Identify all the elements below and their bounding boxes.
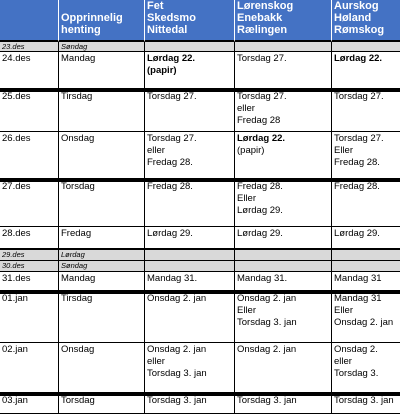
header-line: Skedsmo <box>147 12 196 24</box>
date-cell <box>0 394 58 414</box>
lorenskog-enebakk-ralingen-cell <box>234 343 331 394</box>
table-row <box>0 261 400 272</box>
aurskog-holand-romskog-cell <box>331 52 400 90</box>
lorenskog-enebakk-ralingen-cell <box>234 180 331 227</box>
header-original <box>58 0 144 42</box>
date-text: 29.des <box>2 250 25 259</box>
fet-skedsmo-nittedal-cell <box>144 90 234 132</box>
aurskog-holand-romskog-cell <box>331 250 400 261</box>
table-row <box>0 343 400 396</box>
date-cell <box>0 292 58 343</box>
header-line: Aurskog <box>334 0 379 12</box>
original-day-cell <box>58 394 144 414</box>
original-day-cell <box>58 272 144 292</box>
date-cell <box>0 227 58 250</box>
table-row <box>0 292 400 343</box>
pickup-text: Mandag 31. <box>147 273 198 284</box>
lorenskog-enebakk-ralingen-cell <box>234 272 331 292</box>
day-text: Onsdag <box>61 133 95 144</box>
original-day-cell <box>58 250 144 261</box>
pickup-text: (papir) <box>147 65 177 76</box>
lorenskog-enebakk-ralingen-cell <box>234 292 331 343</box>
date-text: 23.des <box>2 42 25 51</box>
aurskog-holand-romskog-cell <box>331 227 400 250</box>
pickup-text: Fredag 28. <box>147 181 193 192</box>
pickup-text: Torsdag 27. <box>237 91 287 102</box>
fet-skedsmo-nittedal-cell <box>144 42 234 52</box>
pickup-text: Torsdag 3. jan <box>147 368 207 379</box>
aurskog-holand-romskog-cell <box>331 343 400 394</box>
fet-skedsmo-nittedal-cell <box>144 292 234 343</box>
table-row <box>0 180 400 227</box>
original-day-cell <box>58 180 144 227</box>
pickup-text: Torsdag 27. <box>237 53 287 64</box>
original-day-cell <box>58 261 144 272</box>
lorenskog-enebakk-ralingen-cell <box>234 227 331 250</box>
pickup-text: Lørdag 29. <box>147 228 193 239</box>
date-text: 02.jan <box>2 344 28 355</box>
lorenskog-enebakk-ralingen-cell <box>234 52 331 90</box>
date-cell <box>0 261 58 272</box>
day-text: Torsdag <box>61 181 95 192</box>
pickup-text: Torsdag 3. jan <box>147 395 207 406</box>
original-day-cell <box>58 292 144 343</box>
lorenskog-enebakk-ralingen-cell <box>234 250 331 261</box>
date-text: 31.des <box>2 273 31 284</box>
day-text: Tirsdag <box>61 293 93 304</box>
date-text: 01.jan <box>2 293 28 304</box>
original-day-cell <box>58 343 144 394</box>
lorenskog-enebakk-ralingen-cell <box>234 261 331 272</box>
pickup-text: (papir) <box>237 145 265 156</box>
pickup-text: Torsdag 27. <box>334 91 384 102</box>
original-day-cell <box>58 42 144 52</box>
table-row <box>0 42 400 52</box>
pickup-text: Torsdag 27. <box>334 133 384 144</box>
pickup-text: Torsdag 27. <box>147 133 197 144</box>
day-text: Søndag <box>61 42 88 51</box>
pickup-text: Onsdag 2. <box>334 344 378 355</box>
original-day-cell <box>58 227 144 250</box>
pickup-text: Torsdag 3. <box>334 368 379 379</box>
day-text: Tirsdag <box>61 91 93 102</box>
pickup-text: Onsdag 2. jan <box>334 317 394 328</box>
date-cell <box>0 52 58 90</box>
header-date <box>0 0 58 42</box>
pickup-text: Eller <box>237 305 257 316</box>
pickup-text: Lørdag 22. <box>147 53 196 64</box>
header-line: Høland <box>334 12 372 24</box>
day-text: Mandag <box>61 273 96 284</box>
date-cell <box>0 42 58 52</box>
pickup-text: Onsdag 2. jan <box>147 344 207 355</box>
pickup-text: Eller <box>334 145 354 156</box>
date-cell <box>0 180 58 227</box>
pickup-text: Onsdag 2. jan <box>147 293 207 304</box>
fet-skedsmo-nittedal-cell <box>144 132 234 180</box>
date-text: 03.jan <box>2 395 28 406</box>
header-row <box>0 0 400 42</box>
header-fet-skedsmo-nittedal <box>144 0 234 42</box>
pickup-text: Onsdag 2. jan <box>237 293 297 304</box>
date-cell <box>0 343 58 394</box>
pickup-text: Mandag 31 <box>334 273 382 284</box>
table-row <box>0 52 400 92</box>
date-cell <box>0 250 58 261</box>
pickup-text: Fredag 28. <box>237 181 283 192</box>
table-row <box>0 272 400 294</box>
header-line: Rælingen <box>237 24 288 36</box>
pickup-text: Mandag 31 <box>334 293 382 304</box>
pickup-text: Fredag 28. <box>334 181 380 192</box>
pickup-text: Onsdag 2. jan <box>237 344 297 355</box>
pickup-text: Eller <box>237 193 257 204</box>
pickup-text: Lørdag 22. <box>237 133 286 144</box>
pickup-text: Eller <box>334 305 354 316</box>
fet-skedsmo-nittedal-cell <box>144 180 234 227</box>
table-row <box>0 90 400 132</box>
table-row <box>0 394 400 414</box>
pickup-text: Fredag 28. <box>334 157 380 168</box>
day-text: Lørdag <box>61 250 85 259</box>
date-cell <box>0 132 58 180</box>
header-original-line: Opprinnelig <box>61 12 123 24</box>
date-text: 24.des <box>2 53 31 64</box>
pickup-text: eller <box>147 356 165 367</box>
aurskog-holand-romskog-cell <box>331 90 400 132</box>
date-cell <box>0 90 58 132</box>
original-day-cell <box>58 52 144 90</box>
pickup-text: Fredag 28. <box>147 157 193 168</box>
header-aurskog-holand-romskog <box>331 0 400 42</box>
table-row <box>0 132 400 182</box>
date-text: 25.des <box>2 91 31 102</box>
fet-skedsmo-nittedal-cell <box>144 394 234 414</box>
header-line: Fet <box>147 0 164 12</box>
pickup-text: Fredag 28 <box>237 115 281 126</box>
aurskog-holand-romskog-cell <box>331 42 400 52</box>
aurskog-holand-romskog-cell <box>331 394 400 414</box>
day-text: Onsdag <box>61 344 95 355</box>
day-text: Mandag <box>61 53 96 64</box>
pickup-text: Torsdag 27. <box>147 91 197 102</box>
aurskog-holand-romskog-cell <box>331 272 400 292</box>
header-original-line: henting <box>61 24 101 36</box>
aurskog-holand-romskog-cell <box>331 261 400 272</box>
fet-skedsmo-nittedal-cell <box>144 52 234 90</box>
header-line: Nittedal <box>147 24 188 36</box>
header-lorenskog-enebakk-ralingen <box>234 0 331 42</box>
table-row <box>0 227 400 252</box>
header-line: Lørenskog <box>237 0 294 12</box>
fet-skedsmo-nittedal-cell <box>144 272 234 292</box>
lorenskog-enebakk-ralingen-cell <box>234 394 331 414</box>
date-text: 30.des <box>2 261 25 270</box>
pickup-text: eller <box>237 103 255 114</box>
date-text: 28.des <box>2 228 31 239</box>
date-cell <box>0 272 58 292</box>
pickup-text: eller <box>334 356 352 367</box>
day-text: Søndag <box>61 261 88 270</box>
date-text: 27.des <box>2 181 31 192</box>
pickup-text: Lørdag 29. <box>237 228 283 239</box>
pickup-text: Torsdag 3. jan <box>237 317 297 328</box>
day-text: Torsdag <box>61 395 95 406</box>
aurskog-holand-romskog-cell <box>331 180 400 227</box>
fet-skedsmo-nittedal-cell <box>144 261 234 272</box>
lorenskog-enebakk-ralingen-cell <box>234 42 331 52</box>
fet-skedsmo-nittedal-cell <box>144 227 234 250</box>
fet-skedsmo-nittedal-cell <box>144 250 234 261</box>
original-day-cell <box>58 90 144 132</box>
pickup-text: Lørdag 22. <box>334 53 383 64</box>
date-text: 26.des <box>2 133 31 144</box>
pickup-text: eller <box>147 145 165 156</box>
pickup-text: Torsdag 3. jan <box>334 395 394 406</box>
day-text: Fredag <box>61 228 92 239</box>
header-line: Rømskog <box>334 24 385 36</box>
pickup-text: Lørdag 29. <box>237 205 283 216</box>
lorenskog-enebakk-ralingen-cell <box>234 132 331 180</box>
pickup-text: Torsdag 3. jan <box>237 395 297 406</box>
fet-skedsmo-nittedal-cell <box>144 343 234 394</box>
table-row <box>0 250 400 261</box>
header-line: Enebakk <box>237 12 283 24</box>
pickup-text: Mandag 31. <box>237 273 288 284</box>
original-day-cell <box>58 132 144 180</box>
lorenskog-enebakk-ralingen-cell <box>234 90 331 132</box>
aurskog-holand-romskog-cell <box>331 132 400 180</box>
aurskog-holand-romskog-cell <box>331 292 400 343</box>
pickup-text: Lørdag 29. <box>334 228 380 239</box>
